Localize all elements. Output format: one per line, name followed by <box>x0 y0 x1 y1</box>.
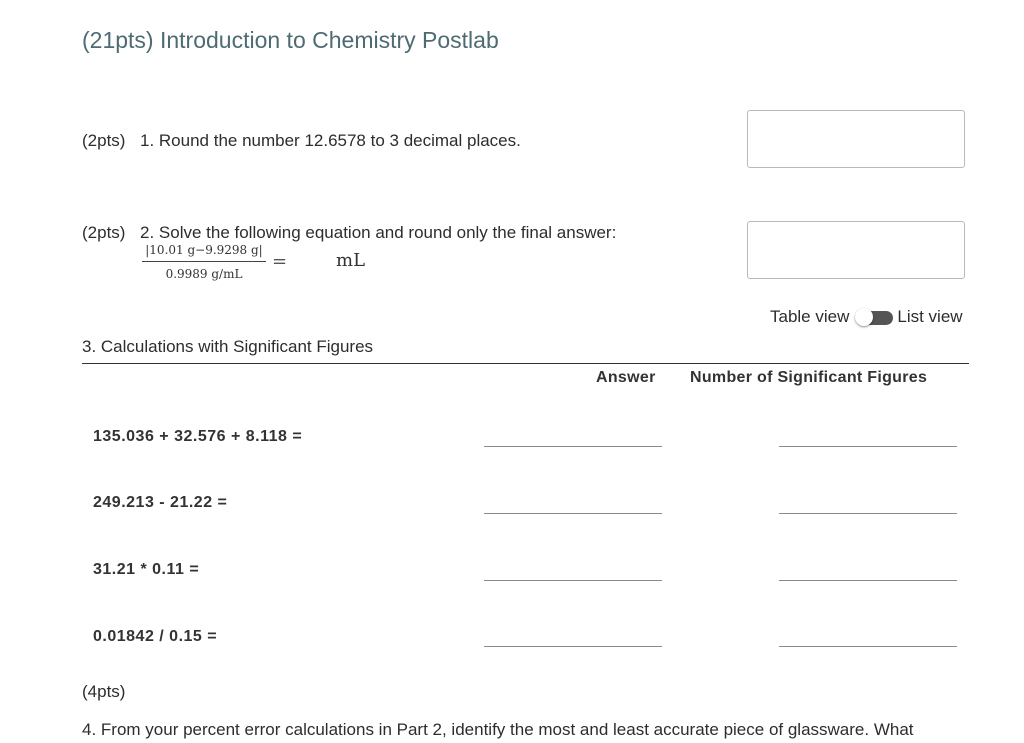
calc-row-1-answer-input[interactable] <box>484 423 662 447</box>
calc-row-2-label: 249.213 - 21.22 = <box>93 494 228 511</box>
table-view-label[interactable]: Table view <box>770 307 850 326</box>
equation-fraction <box>142 242 266 282</box>
column-header-sig-figs: Number of Significant Figures <box>690 369 928 386</box>
equation-numerator: |10.01 g−9.9298 g| <box>145 243 263 257</box>
question-1-points: (2pts) <box>82 131 126 150</box>
calc-row-2-sigfig-input[interactable] <box>779 490 957 514</box>
question-4-text: 4. From your percent error calculations in Part 2, identify the most and least accurate piece of glassware. What <box>82 720 914 739</box>
calc-row-1-label: 135.036 + 32.576 + 8.118 = <box>93 428 303 445</box>
question-1-answer-input[interactable] <box>747 110 965 168</box>
section-divider <box>82 363 969 364</box>
calc-row-4-sigfig-input[interactable] <box>779 623 957 647</box>
question-2-answer-input[interactable] <box>747 221 965 279</box>
calc-row-4-label: 0.01842 / 0.15 = <box>93 628 218 645</box>
list-view-label[interactable]: List view <box>897 307 963 326</box>
column-header-answer: Answer <box>596 369 656 386</box>
view-toggle <box>770 307 963 327</box>
equation-unit: mL <box>336 250 366 271</box>
calc-row-3-label: 31.21 * 0.11 = <box>93 561 200 578</box>
page-title: (21pts) Introduction to Chemistry Postlab <box>82 27 499 53</box>
fraction-bar <box>142 261 266 262</box>
calc-row-2-answer-input[interactable] <box>484 490 662 514</box>
question-2 <box>82 223 616 243</box>
question-2-text: 2. Solve the following equation and round only the final answer: <box>140 223 617 242</box>
question-2-points: (2pts) <box>82 223 126 242</box>
question-1 <box>82 131 521 151</box>
calc-row-3-sigfig-input[interactable] <box>779 557 957 581</box>
question-4-points: (4pts) <box>82 682 126 701</box>
question-1-text: 1. Round the number 12.6578 to 3 decimal places. <box>140 131 521 150</box>
calc-row-1-sigfig-input[interactable] <box>779 423 957 447</box>
equals-sign: = <box>272 251 288 272</box>
view-switch[interactable] <box>855 308 893 326</box>
question-3-title: 3. Calculations with Significant Figures <box>82 337 374 356</box>
equation-denominator: 0.9989 g/mL <box>165 267 243 281</box>
calc-row-4-answer-input[interactable] <box>484 623 662 647</box>
calc-row-3-answer-input[interactable] <box>484 557 662 581</box>
